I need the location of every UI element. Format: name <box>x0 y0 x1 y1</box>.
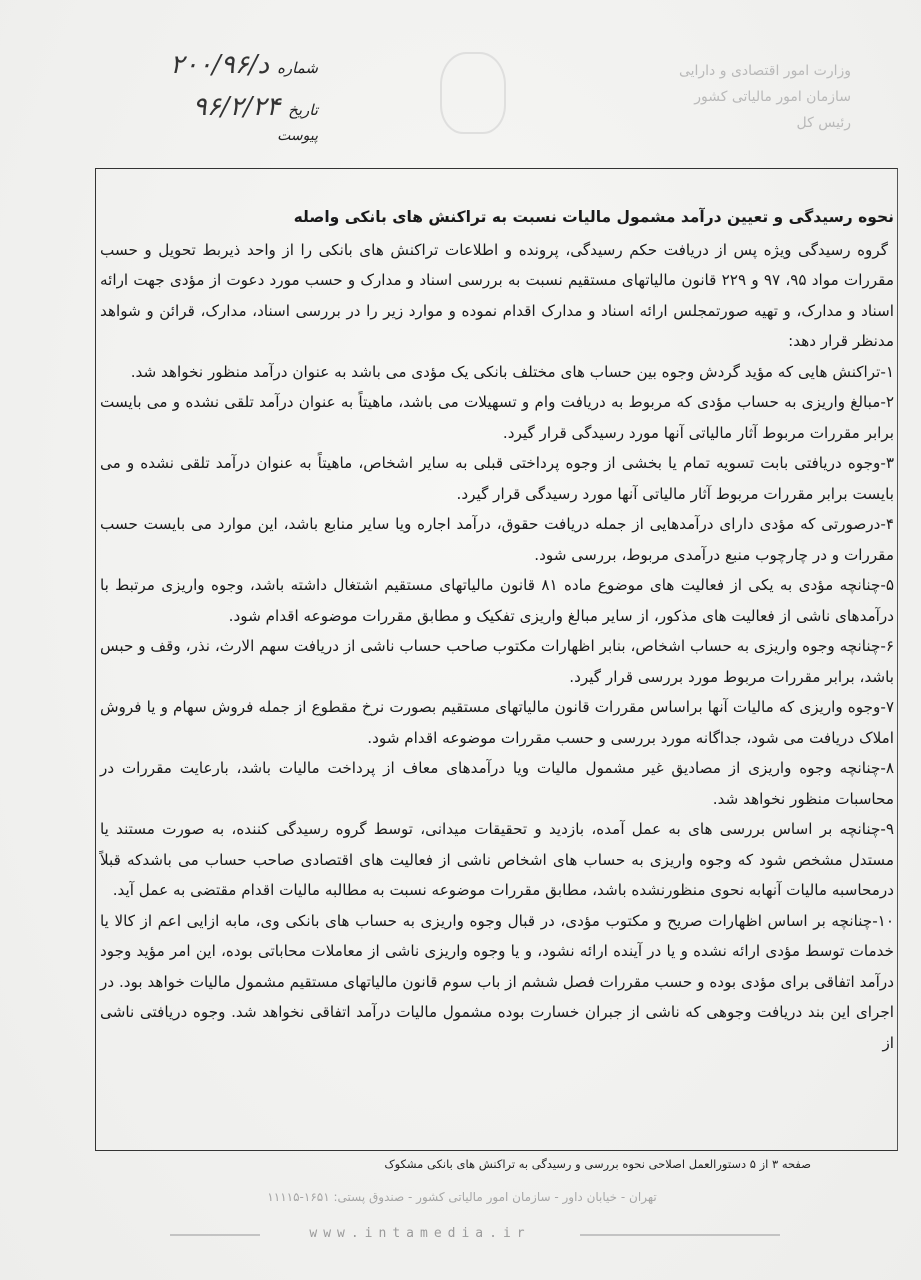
emblem-watermark-icon <box>440 52 506 134</box>
document-item-4: ۴-درصورتی که مؤدی دارای درآمدهایی از جمله دریافت حقوق، درآمد اجاره ویا سایر منابع باشد، این موارد می بایست حسب مقررات و در چارچوب منبع درآمدی مربوط، بررسی شود. <box>100 515 894 564</box>
letterhead <box>651 58 851 136</box>
letterhead-office: رئیس کل <box>796 115 851 131</box>
footer-divider-left <box>170 1234 260 1236</box>
letter-attachment-label: پیوست <box>277 128 318 144</box>
footer-website: www.intamedia.ir <box>309 1226 531 1241</box>
document-item-7: ۷-وجوه واریزی که مالیات آنها براساس مقررات قانون مالیاتهای مستقیم بصورت نرخ مقطوع از جمله فروش سهام و یا فروش املاک دریافت می شود، جداگانه مورد بررسی و حسب مقررات موضوعه اقدام شود. <box>100 698 894 747</box>
letterhead-organization: سازمان امور مالیاتی کشور <box>694 89 851 105</box>
document-item-3: ۳-وجوه دریافتی بابت تسویه تمام یا بخشی از وجوه پرداختی قبلی به سایر اشخاص، ماهیتاً به عنوان درآمد تلقی نشده و می بایست برابر مقررات مربوط آثار مالیاتی آنها مورد رسیدگی قرار گیرد. <box>100 454 894 503</box>
document-body <box>100 202 894 1058</box>
document-title: نحوه رسیدگی و تعیین درآمد مشمول مالیات نسبت به تراکنش های بانکی واصله <box>293 208 894 226</box>
letter-date-value: ۹۶/۲/۲۴ <box>192 92 281 122</box>
document-item-9: ۹-چنانچه بر اساس بررسی های به عمل آمده، بازدید و تحقیقات میدانی، توسط گروه رسیدگی کننده، به صورت مستند یا مستدل مشخص شود که وجوه واریزی به حساب های اشخاص ناشی از فعالیت های اقتصادی صاحب حساب می باشدکه قبلاً درمحاسبه مالیات آنهابه نحوی منظورنشده باشد، مطابق مقررات موضوعه نسبت به مطالبه مالیات اقدام مقتضی به عمل آید. <box>100 820 894 899</box>
document-item-6: ۶-چنانچه وجوه واریزی به حساب اشخاص، بنابر اظهارات مکتوب صاحب حساب ناشی از دریافت سهم الارث، نذر، وقف و حبس باشد، برابر مقررات مربوط مورد بررسی قرار گیرد. <box>100 637 894 686</box>
letter-date-label: تاریخ <box>288 101 318 119</box>
footer-address: تهران - خیابان داور - سازمان امور مالیاتی کشور - صندوق پستی: ۱۶۵۱-۱۱۱۱۵ <box>267 1190 657 1204</box>
page-footer-note: صفحه ۳ از ۵ دستورالعمل اصلاحی نحوه بررسی و رسیدگی به تراکنش های بانکی مشکوک <box>384 1157 811 1171</box>
document-intro: گروه رسیدگی ویژه پس از دریافت حکم رسیدگی، پرونده و اطلاعات تراکنش های بانکی را از واحد ذیربط تحویل و حسب مقررات مواد ۹۵، ۹۷ و ۲۲۹ قانون مالیاتهای مستقیم نسبت به بررسی اسناد و مدارک و حسب مورد دعوت از مؤدی جهت ارائه اسناد و مدارک، و تهیه صورتمجلس ارائه اسناد و مدارک اقدام نموده و موارد زیر را در بررسی اسناد، مدارک، قرائن و شواهد مدنظر قرار دهد: <box>100 240 894 350</box>
document-item-2: ۲-مبالغ واریزی به حساب مؤدی که مربوط به دریافت وام و تسهیلات می باشد، ماهیتاً به عنوان درآمد تلقی نشده و می بایست برابر مقررات مربوط آثار مالیاتی آنها مورد رسیدگی قرار گیرد. <box>100 393 894 442</box>
footer-divider-right <box>580 1234 780 1236</box>
document-item-5: ۵-چنانچه مؤدی به یکی از فعالیت های موضوع ماده ۸۱ قانون مالیاتهای مستقیم اشتغال داشته باشد، وجوه واریزی مرتبط با درآمدهای ناشی از فعالیت های مذکور، از سایر مبالغ واریزی تفکیک و مطابق مقررات موضوعه اقدام شود. <box>100 576 894 625</box>
letter-number-label: شماره <box>277 59 318 77</box>
letter-number-row <box>118 50 318 92</box>
document-item-1: ۱-تراکنش هایی که مؤید گردش وجوه بین حساب های مختلف بانکی یک مؤدی می باشد به عنوان درآمد منظور نخواهد شد. <box>130 362 894 381</box>
letter-meta <box>118 50 318 144</box>
letter-number-value: ۲۰۰/۹۶/د <box>170 50 270 80</box>
document-item-8: ۸-چنانچه وجوه واریزی از مصادیق غیر مشمول مالیات ویا درآمدهای معاف از پرداخت مالیات باشد، بارعایت مقررات در محاسبات منظور نخواهد شد. <box>100 759 894 808</box>
letterhead-ministry: وزارت امور اقتصادی و دارایی <box>678 63 851 79</box>
document-item-10: ۱۰-چنانچه بر اساس اظهارات صریح و مکتوب مؤدی، در قبال وجوه واریزی به حساب های بانکی وی، مابه ازایی اعم از کالا یا خدمات توسط مؤدی ارائه نشده و یا در آینده ارائه نشود، و یا وجوه واریزی ناشی از معاملات محاباتی بوده، این امر مؤید وجود درآمد اتفاقی برای مؤدی بوده و حسب مقررات فصل ششم از باب سوم قانون مالیاتهای مستقیم مشمول مالیات خواهد بود. در اجرای این بند دریافت وجوهی که ناشی از جبران خسارت بوده مشمول مالیات درآمد اتفاقی نخواهد شد. وجوه دریافتی ناشی از <box>100 911 894 1052</box>
